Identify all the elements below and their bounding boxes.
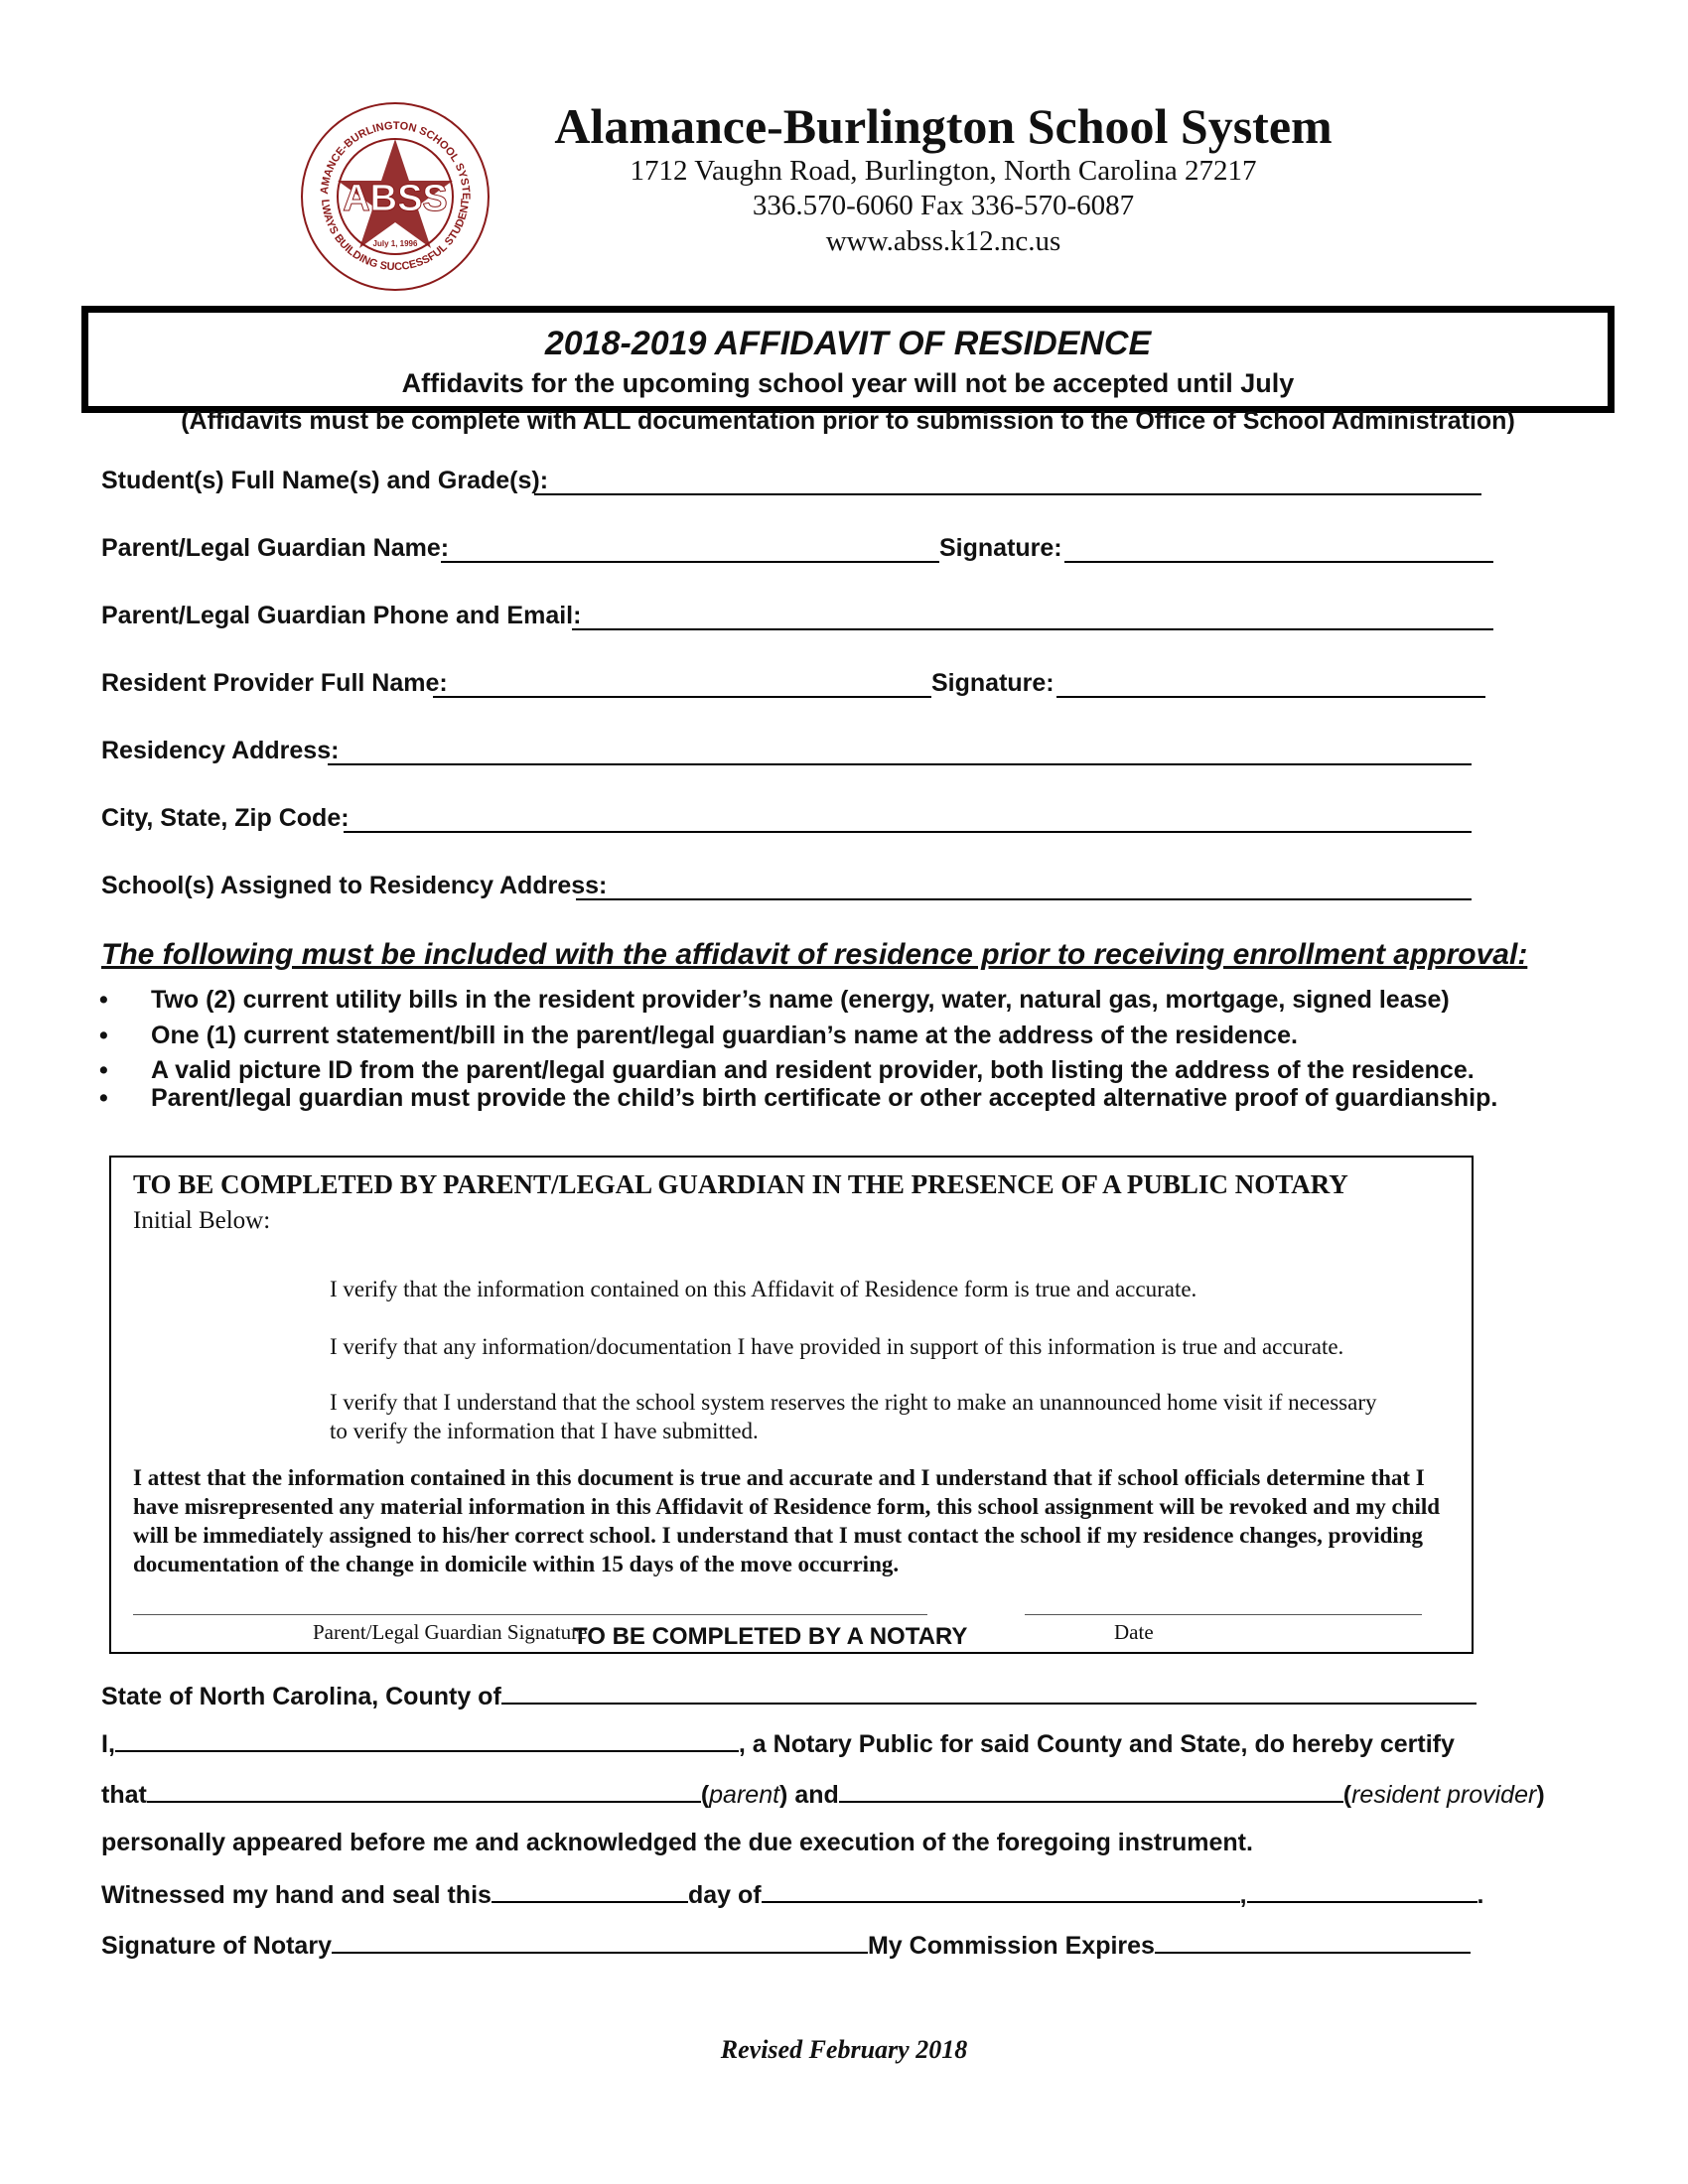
verify-statement-1: I verify that the information contained on this Affidavit of Residence form is true and accurate. bbox=[330, 1277, 1197, 1301]
bullet-icon: • bbox=[99, 1022, 108, 1049]
page-title: 2018-2019 AFFIDAVIT OF RESIDENCE bbox=[544, 325, 1152, 362]
org-address: 1712 Vaughn Road, Burlington, North Carolina 27217 bbox=[630, 155, 1257, 187]
notary-box-heading: TO BE COMPLETED BY PARENT/LEGAL GUARDIAN IN THE PRESENCE OF A PUBLIC NOTARY bbox=[133, 1169, 1348, 1199]
guardian-notary-box bbox=[109, 1156, 1474, 1654]
requirement-item bbox=[99, 1084, 1498, 1113]
day-of-label: day of bbox=[687, 1881, 762, 1909]
notary-signature-label: Signature of Notary bbox=[101, 1932, 332, 1960]
requirement-text: Parent/legal guardian must provide the child’s birth certificate or other accepted alternative proof of guardianship. bbox=[151, 1084, 1498, 1112]
notary-signature-row bbox=[101, 1930, 1471, 1961]
city-state-zip-input-line[interactable] bbox=[344, 831, 1472, 833]
guardian-name-input-line[interactable] bbox=[441, 561, 939, 563]
requirement-text: One (1) current statement/bill in the parent/legal guardian’s name at the address of the residence. bbox=[151, 1022, 1298, 1049]
notary-name-input-line[interactable] bbox=[115, 1728, 739, 1752]
day-input-line[interactable] bbox=[492, 1879, 688, 1903]
guardian-contact-label: Parent/Legal Guardian Phone and Email: bbox=[101, 602, 582, 629]
notary-section-heading: TO BE COMPLETED BY A NOTARY bbox=[573, 1623, 968, 1650]
schools-input-line[interactable] bbox=[576, 898, 1472, 900]
witnessed-row bbox=[101, 1879, 1483, 1910]
bullet-icon: • bbox=[99, 1084, 108, 1112]
org-website: www.abss.k12.nc.us bbox=[825, 225, 1061, 257]
month-input-line[interactable] bbox=[762, 1879, 1240, 1903]
org-phone-fax: 336.570-6060 Fax 336-570-6087 bbox=[752, 190, 1135, 221]
year-input-line[interactable] bbox=[1247, 1879, 1477, 1903]
guardian-signature-label: Signature: bbox=[939, 534, 1062, 562]
revised-date: Revised February 2018 bbox=[720, 2035, 968, 2064]
attestation-text: I attest that the information contained in this document is true and accurate and I understand that if school officials determine that I have misrepresented any material information in this Affidavit of Residence form, this school assignment will be revoked and my child will be immediately assigned to his/her correct school. I understand that I must contact the school if my residence changes, providing documentation of the change in domicile within 15 days of the move occurring. bbox=[133, 1465, 1441, 1576]
initial-below-label: Initial Below: bbox=[133, 1207, 271, 1234]
and-label: and bbox=[794, 1781, 839, 1809]
notary-name-row bbox=[101, 1728, 1455, 1759]
date-line[interactable] bbox=[1025, 1614, 1422, 1615]
guardian-signature-line[interactable] bbox=[133, 1614, 927, 1615]
schools-label: School(s) Assigned to Residency Address: bbox=[101, 872, 608, 899]
provider-input-line[interactable] bbox=[839, 1779, 1343, 1803]
guardian-signature-input-line[interactable] bbox=[1064, 561, 1493, 563]
guardian-name-label: Parent/Legal Guardian Name: bbox=[101, 534, 450, 562]
address-input-line[interactable] bbox=[328, 763, 1472, 765]
verify-statement-3: I verify that I understand that the school system reserves the right to make an unannounced home visit if necessary to verify the information that I have submitted. bbox=[330, 1390, 1377, 1443]
i-label: I, bbox=[101, 1730, 115, 1758]
requirement-item bbox=[99, 1056, 1475, 1085]
logo-center-text: ABSS bbox=[343, 178, 448, 219]
personally-appeared-text: personally appeared before me and acknowledged the due execution of the foregoing instrument. bbox=[101, 1829, 1253, 1856]
that-label: that bbox=[101, 1781, 147, 1809]
parent-label: parent bbox=[709, 1781, 780, 1809]
documentation-note: (Affidavits must be complete with ALL documentation prior to submission to the Office of School Administration) bbox=[181, 407, 1515, 435]
logo-ring-bottom-text: LWAYS BUILDING SUCCESSFUL STUDENT bbox=[319, 198, 473, 274]
students-input-line[interactable] bbox=[534, 493, 1481, 495]
title-box bbox=[81, 306, 1615, 413]
guardian-signature-label: Parent/Legal Guardian Signature bbox=[313, 1620, 588, 1644]
date-label: Date bbox=[1114, 1620, 1154, 1644]
verify-statement-2: I verify that any information/documentation I have provided in support of this information is true and accurate. bbox=[330, 1334, 1344, 1359]
parent-input-line[interactable] bbox=[147, 1779, 701, 1803]
requirement-item bbox=[99, 986, 1450, 1015]
bullet-icon: • bbox=[99, 1056, 108, 1084]
provider-name-label: Resident Provider Full Name: bbox=[101, 669, 448, 697]
guardian-contact-input-line[interactable] bbox=[572, 628, 1493, 630]
comma-text: , bbox=[1239, 1881, 1247, 1909]
commission-label: My Commission Expires bbox=[867, 1932, 1155, 1960]
state-county-label: State of North Carolina, County of bbox=[101, 1683, 501, 1710]
logo-ring-top-text: AMANCE-BURLINGTON SCHOOL SYSTE bbox=[318, 119, 473, 201]
that-row: that (parent) and (resident provider) bbox=[101, 1781, 1545, 1809]
notary-signature-input-line[interactable] bbox=[332, 1930, 868, 1954]
bullet-icon: • bbox=[99, 986, 108, 1014]
provider-name-input-line[interactable] bbox=[433, 696, 931, 698]
requirements-heading: The following must be included with the affidavit of residence prior to receiving enrollment approval: bbox=[101, 938, 1528, 971]
address-label: Residency Address: bbox=[101, 737, 340, 764]
requirement-text: A valid picture ID from the parent/legal guardian and resident provider, both listing the address of the residence. bbox=[151, 1056, 1475, 1084]
page-subtitle: Affidavits for the upcoming school year will not be accepted until July bbox=[401, 368, 1295, 398]
org-name: Alamance-Burlington School System bbox=[554, 98, 1333, 154]
requirement-item bbox=[99, 1022, 1298, 1050]
state-county-row bbox=[101, 1681, 1477, 1711]
city-state-zip-label: City, State, Zip Code: bbox=[101, 804, 350, 832]
requirement-text: Two (2) current utility bills in the resident provider’s name (energy, water, natural gas, mortgage, signed lease) bbox=[151, 986, 1450, 1014]
provider-signature-input-line[interactable] bbox=[1056, 696, 1485, 698]
provider-signature-label: Signature: bbox=[931, 669, 1055, 697]
certify-text: , a Notary Public for said County and State, do hereby certify bbox=[738, 1730, 1455, 1758]
students-label: Student(s) Full Name(s) and Grade(s): bbox=[101, 467, 549, 494]
witnessed-label: Witnessed my hand and seal this bbox=[101, 1881, 492, 1909]
period-text: . bbox=[1477, 1881, 1484, 1909]
logo-date-text: July 1, 1996 bbox=[372, 239, 418, 248]
county-input-line[interactable] bbox=[501, 1681, 1477, 1705]
provider-label: resident provider bbox=[1351, 1781, 1537, 1809]
commission-input-line[interactable] bbox=[1155, 1930, 1471, 1954]
